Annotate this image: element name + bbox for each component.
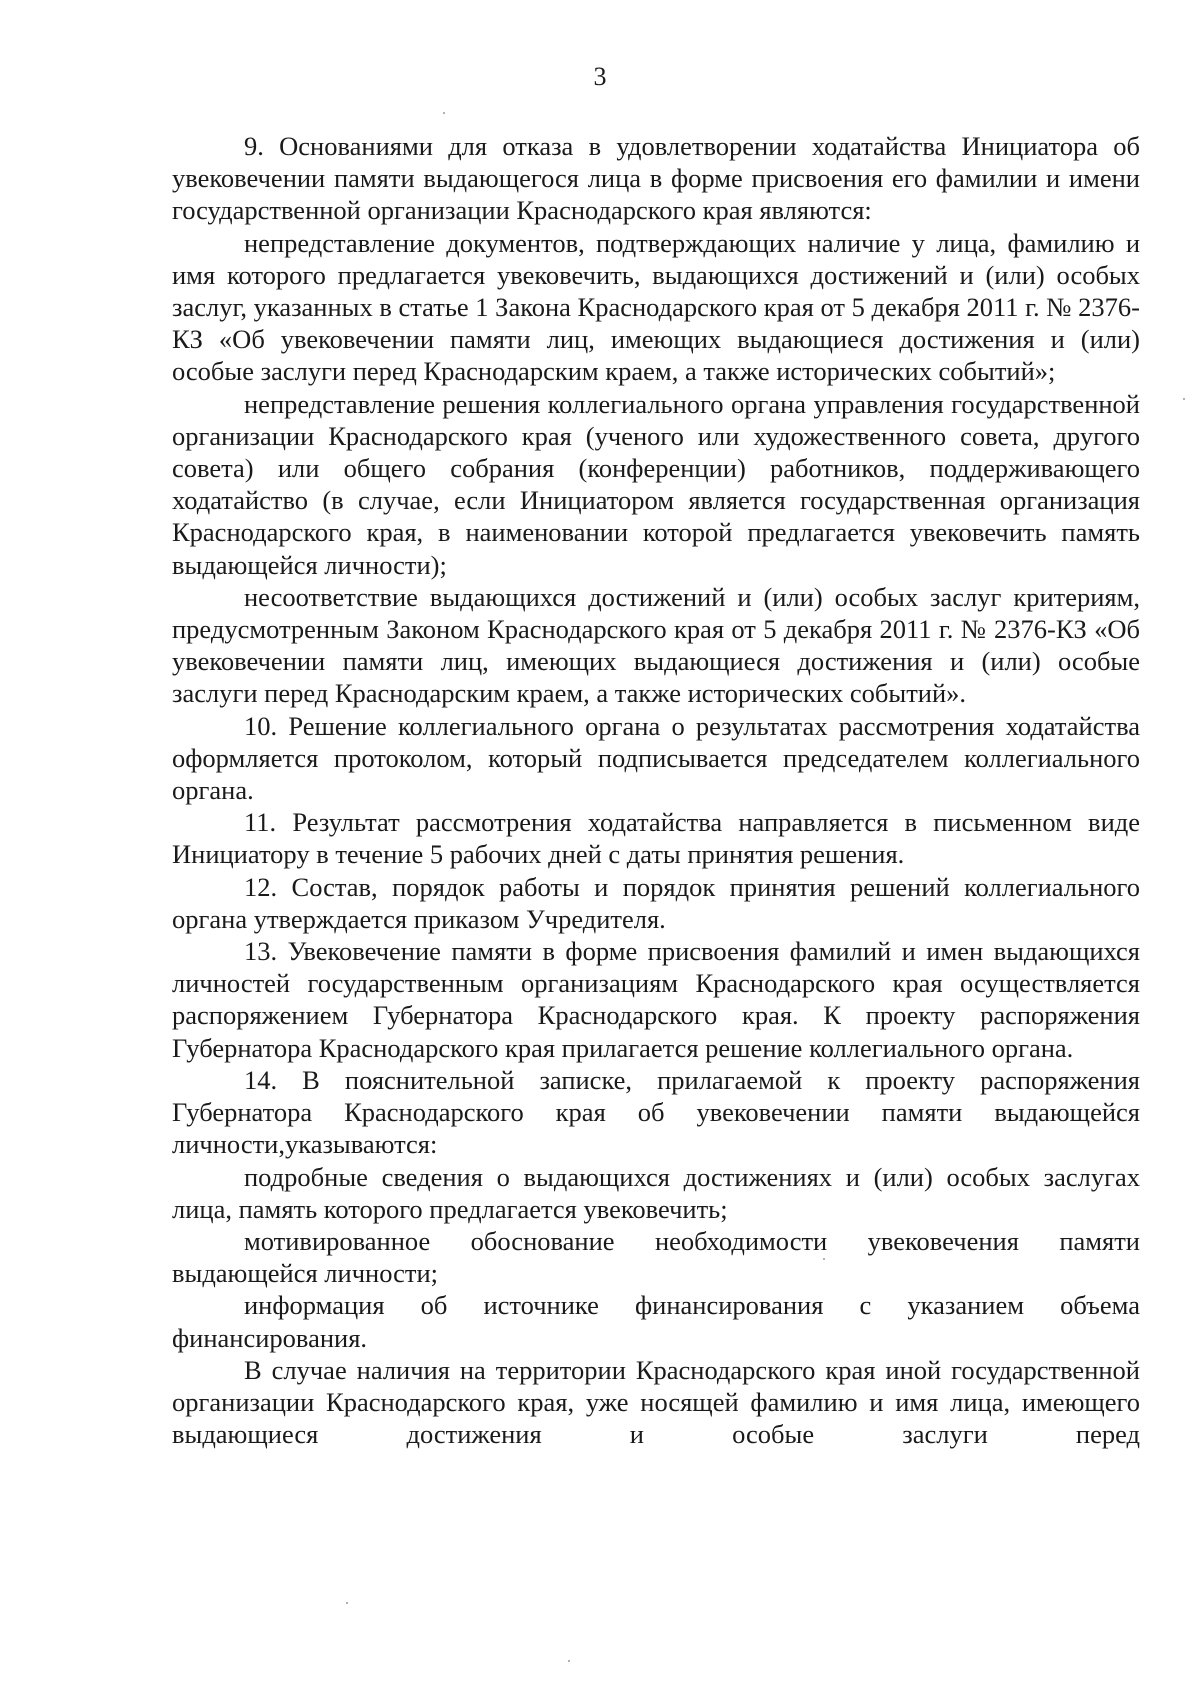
refusal-ground-criteria: несоответствие выдающихся достижений и (или) особых заслуг критериям, предусмотренным Законом Краснодарского края от 5 декабря 2011 г. № 2376-КЗ «Об увековечении памяти лиц, имеющих выдающиеся достижения и (или) особые заслуги перед Краснодарским краем, а также исторических событий». bbox=[172, 581, 1140, 709]
paragraph-10: 10. Решение коллегиального органа о результатах рассмотрения ходатайства оформляется протоколом, который подписывается председателем коллегиального органа. bbox=[172, 710, 1140, 806]
refusal-ground-documents: непредставление документов, подтверждающих наличие у лица, фамилию и имя которого предлагается увековечить, выдающихся достижений и (или) особых заслуг, указанных в статье 1 Закона Краснодарского края от 5 декабря 2011 г. № 2376-КЗ «Об увековечении памяти лиц, имеющих выдающиеся достижения и (или) особые заслуги перед Краснодарским краем, а также исторических событий»; bbox=[172, 227, 1141, 387]
paragraph-13: 13. Увековечение памяти в форме присвоения фамилий и имен выдающихся личностей государственным организациям Краснодарского края осуществляется распоряжением Губернатора Краснодарского края. К проекту распоряжения Губернатора Краснодарского края прилагается решение коллегиального органа. bbox=[172, 936, 1140, 1063]
paragraph-14: 14. В пояснительной записке, прилагаемой к проекту распоряжения Губернатора Краснодарского края об увековечении памяти выдающейся личности,указываются: bbox=[172, 1064, 1140, 1160]
scan-speck bbox=[346, 1602, 348, 1604]
paragraph-11: 11. Результат рассмотрения ходатайства направляется в письменном виде Инициатору в течение 5 рабочих дней с даты принятия решения. bbox=[172, 807, 1140, 870]
note-item-achievements: подробные сведения о выдающихся достижениях и (или) особых заслугах лица, память которого предлагается увековечить; bbox=[172, 1161, 1140, 1224]
scan-speck bbox=[443, 112, 445, 114]
scan-speck bbox=[823, 1258, 825, 1260]
paragraph-12: 12. Состав, порядок работы и порядок принятия решений коллегиального органа утверждается приказом Учредителя. bbox=[172, 871, 1140, 934]
note-item-justification: мотивированное обоснование необходимости увековечения памяти выдающейся личности; bbox=[172, 1225, 1140, 1289]
paragraph-9: 9. Основаниями для отказа в удовлетворении ходатайства Инициатора об увековечении памяти выдающегося лица в форме присвоения его фамилии и имени государственной организации Краснодарского края являются: bbox=[172, 131, 1140, 226]
scan-speck bbox=[568, 1660, 570, 1662]
document-body bbox=[172, 130, 1140, 1450]
page-number: 3 bbox=[593, 62, 607, 91]
paragraph-existing-organization: В случае наличия на территории Краснодарского края иной государственной организации Краснодарского края, уже носящей фамилию и имя лица, имеющего выдающиеся достижения и особые заслуги перед bbox=[172, 1354, 1140, 1450]
scan-speck bbox=[1183, 398, 1185, 400]
refusal-ground-decision: непредставление решения коллегиального органа управления государственной организации Краснодарского края (ученого или художественного совета, другого совета) или общего собрания (конференции) работников, поддерживающего ходатайство (в случае, если Инициатором является государственная организация Краснодарского края, в наименовании которой предлагается увековечить память выдающейся личности); bbox=[172, 388, 1140, 580]
note-item-financing: информация об источнике финансирования с указанием объема финансирования. bbox=[172, 1290, 1140, 1353]
